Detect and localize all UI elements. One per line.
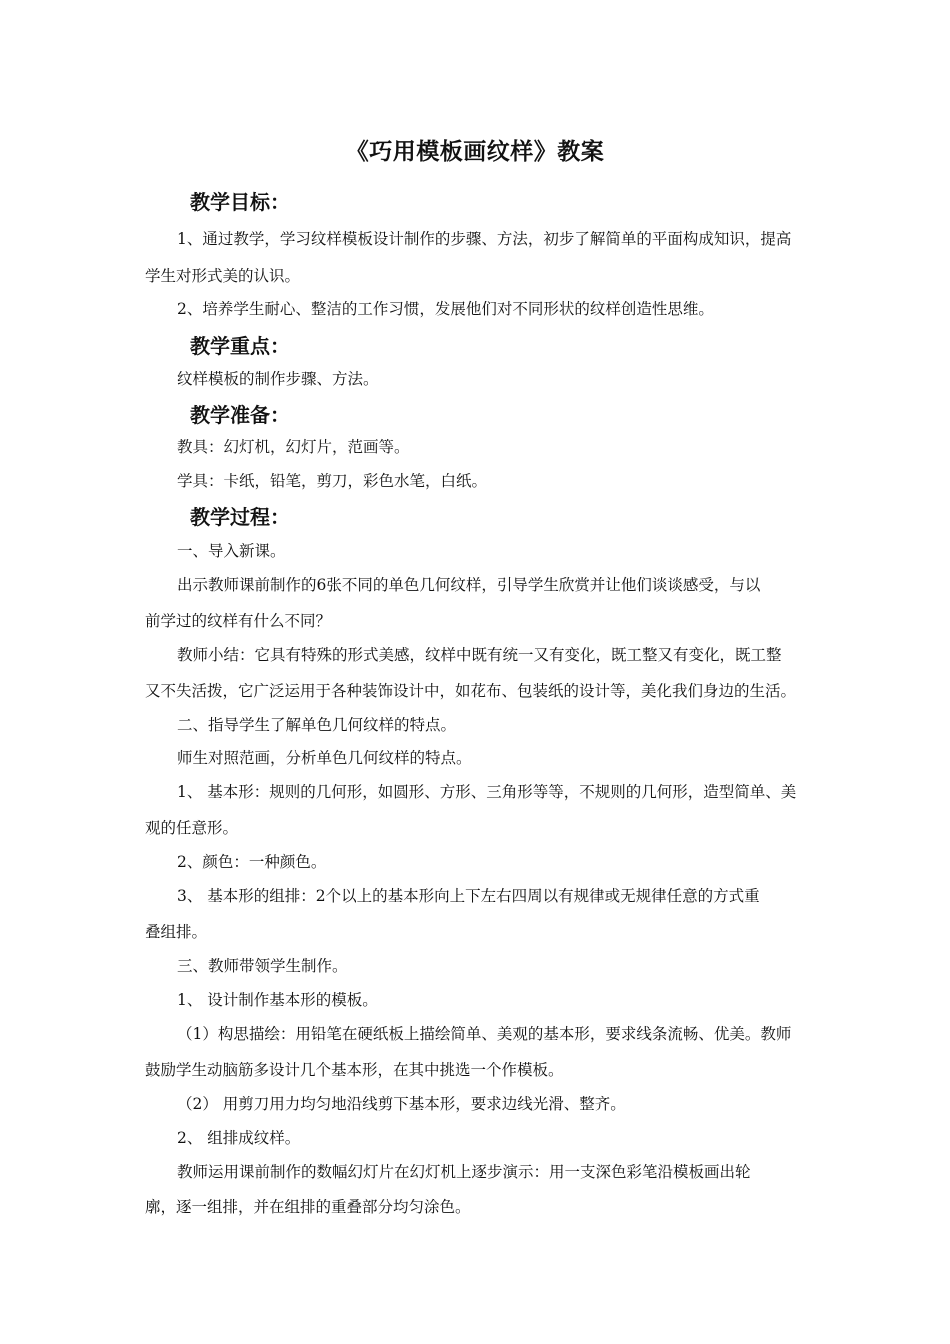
objectives-line: 2、培养学生耐心、整洁的工作习惯，发展他们对不同形状的纹样创造性思维。 <box>177 300 714 318</box>
process-line: 2、 组排成纹样。 <box>177 1129 301 1147</box>
heading-process: 教学过程： <box>190 505 290 529</box>
process-line: 观的任意形。 <box>145 819 239 837</box>
preparation-line: 学具：卡纸，铅笔，剪刀，彩色水笔，白纸。 <box>177 472 488 490</box>
key-points-line: 纹样模板的制作步骤、方法。 <box>177 370 379 388</box>
heading-objectives: 教学目标： <box>190 190 290 214</box>
process-line: 出示教师课前制作的6张不同的单色几何纹样，引导学生欣赏并让他们谈谈感受，与以 <box>177 576 761 594</box>
process-line: 三、教师带领学生制作。 <box>177 957 348 975</box>
process-line: 又不失活拨，它广泛运用于各种装饰设计中，如花布、包装纸的设计等，美化我们身边的生活。 <box>145 682 797 700</box>
heading-key-points: 教学重点： <box>190 334 290 358</box>
process-line: 教师小结：它具有特殊的形式美感，纹样中既有统一又有变化，既工整又有变化，既工整 <box>177 646 782 664</box>
process-line: （2） 用剪刀用力均匀地沿线剪下基本形，要求边线光滑、整齐。 <box>177 1095 626 1113</box>
process-line: 二、指导学生了解单色几何纹样的特点。 <box>177 716 457 734</box>
process-line: 教师运用课前制作的数幅幻灯片在幻灯机上逐步演示：用一支深色彩笔沿模板画出轮 <box>177 1163 751 1181</box>
process-line: 一、导入新课。 <box>177 542 286 560</box>
preparation-line: 教具：幻灯机，幻灯片，范画等。 <box>177 438 410 456</box>
process-line: 前学过的纹样有什么不同？ <box>145 612 332 630</box>
process-line: 师生对照范画，分析单色几何纹样的特点。 <box>177 749 472 767</box>
process-line: 1、 设计制作基本形的模板。 <box>177 991 378 1009</box>
process-line: 叠组排。 <box>145 923 208 941</box>
objectives-line: 学生对形式美的认识。 <box>145 267 301 285</box>
objectives-line: 1、通过教学，学习纹样模板设计制作的步骤、方法，初步了解简单的平面构成知识，提高 <box>177 230 792 248</box>
process-line: （1）构思描绘：用铅笔在硬纸板上描绘简单、美观的基本形，要求线条流畅、优美。教师 <box>177 1025 792 1043</box>
process-line: 3、 基本形的组排：2个以上的基本形向上下左右四周以有规律或无规律任意的方式重 <box>177 887 760 905</box>
process-line: 鼓励学生动脑筋多设计几个基本形，在其中挑选一个作模板。 <box>145 1061 564 1079</box>
document-title: 《巧用模板画纹样》教案 <box>345 139 605 165</box>
process-line: 1、 基本形：规则的几何形，如圆形、方形、三角形等等，不规则的几何形，造型简单、美 <box>177 783 797 801</box>
process-line: 廓，逐一组排，并在组排的重叠部分均匀涂色。 <box>145 1198 471 1216</box>
heading-preparation: 教学准备： <box>190 403 290 427</box>
process-line: 2、颜色：一种颜色。 <box>177 853 327 871</box>
